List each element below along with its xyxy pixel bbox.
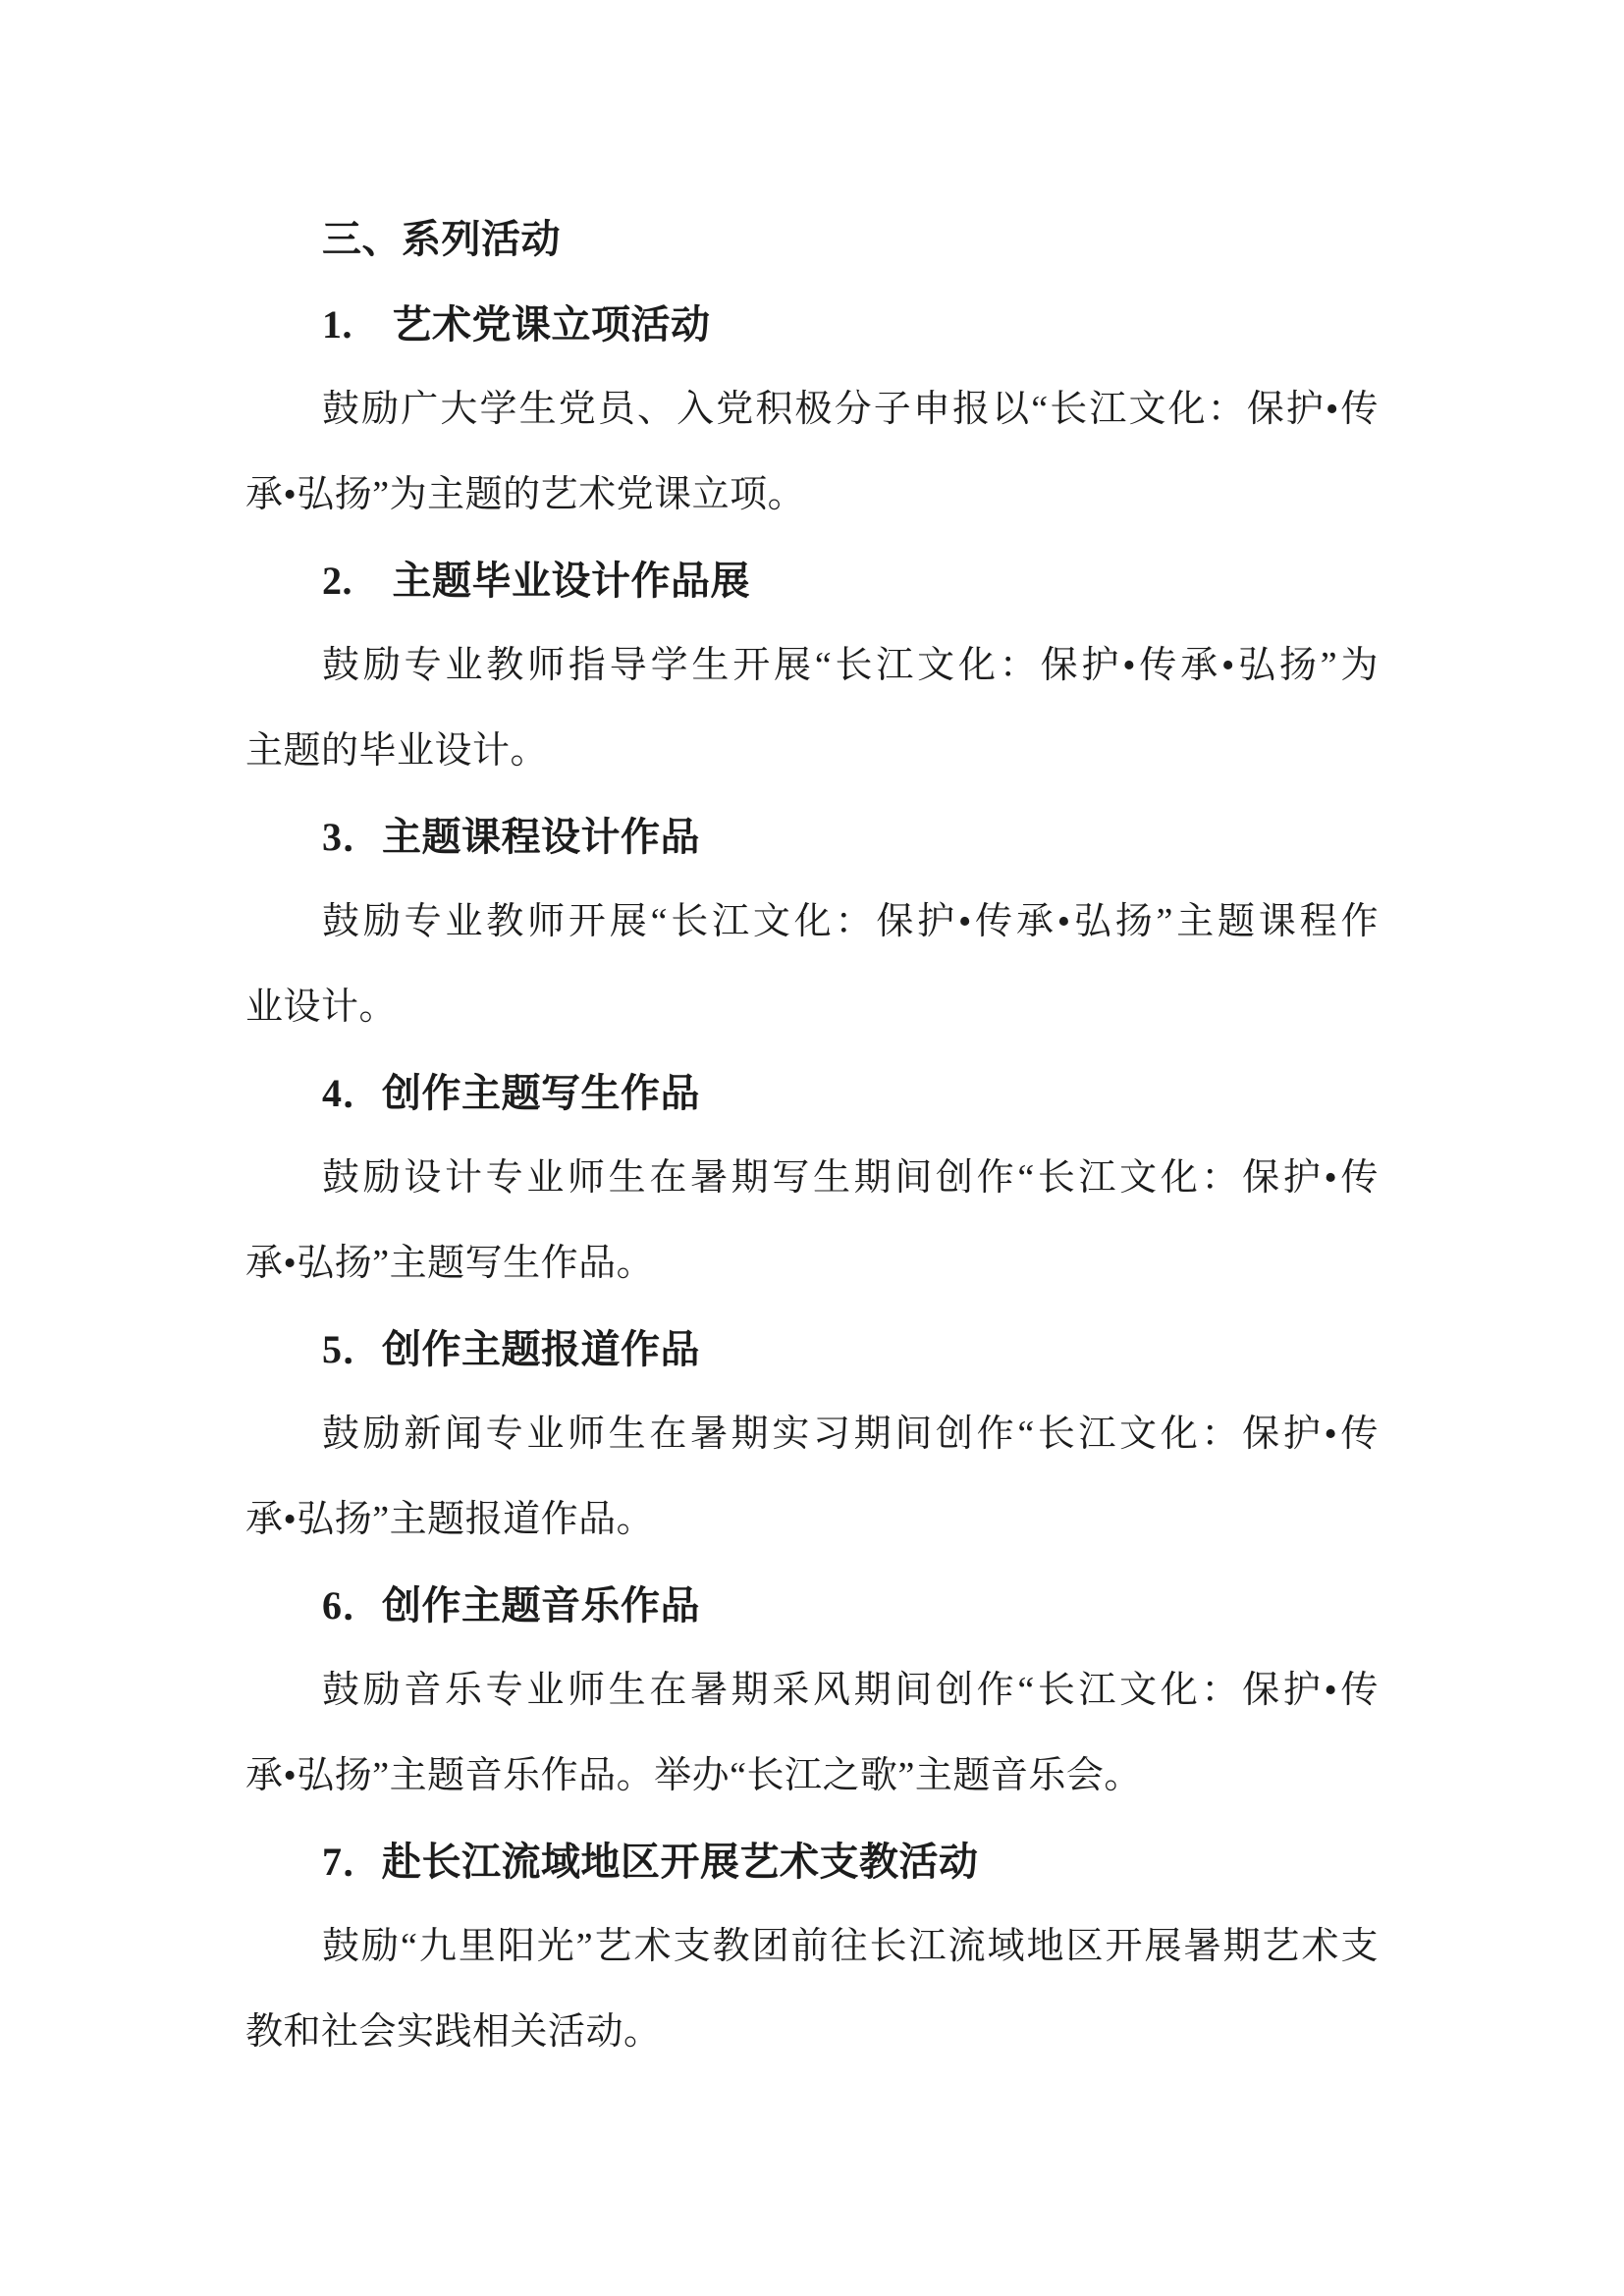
item-1-paragraph-line-1: 鼓励广大学生党员、入党积极分子申报以“长江文化：保护•传 (322, 389, 1379, 430)
item-3-paragraph-line-1: 鼓励专业教师开展“长江文化：保护•传承•弘扬”主题课程作 (322, 901, 1379, 942)
item-7-paragraph-line-2: 教和社会实践相关活动。 (245, 2011, 662, 2053)
section-heading: 三、系列活动 (322, 217, 561, 261)
item-6-heading: 6．创作主题音乐作品 (322, 1583, 700, 1628)
item-4-heading: 4．创作主题写生作品 (322, 1071, 700, 1115)
item-4-paragraph-line-1: 鼓励设计专业师生在暑期写生期间创作“长江文化：保护•传 (322, 1157, 1379, 1199)
item-4-paragraph-line-2: 承•弘扬”主题写生作品。 (245, 1243, 655, 1284)
item-2-paragraph-line-2: 主题的毕业设计。 (245, 730, 549, 772)
item-5-heading: 5．创作主题报道作品 (322, 1327, 700, 1371)
item-6-paragraph-line-2: 承•弘扬”主题音乐作品。举办“长江之歌”主题音乐会。 (245, 1755, 1142, 1796)
item-7-paragraph-line-1: 鼓励“九里阳光”艺术支教团前往长江流域地区开展暑期艺术支 (322, 1926, 1379, 1967)
item-1-heading: 1. 艺术党课立项活动 (322, 302, 711, 347)
item-5-paragraph-line-2: 承•弘扬”主题报道作品。 (245, 1499, 655, 1540)
item-7-heading: 7．赴长江流域地区开展艺术支教活动 (322, 1840, 979, 1884)
item-6-paragraph-line-1: 鼓励音乐专业师生在暑期采风期间创作“长江文化：保护•传 (322, 1670, 1379, 1711)
item-3-heading: 3．主题课程设计作品 (322, 815, 700, 859)
item-5-paragraph-line-1: 鼓励新闻专业师生在暑期实习期间创作“长江文化：保护•传 (322, 1414, 1379, 1455)
item-2-paragraph-line-1: 鼓励专业教师指导学生开展“长江文化：保护•传承•弘扬”为 (322, 645, 1379, 686)
item-1-paragraph-line-2: 承•弘扬”为主题的艺术党课立项。 (245, 474, 806, 515)
item-3-paragraph-line-2: 业设计。 (245, 987, 398, 1028)
item-2-heading: 2. 主题毕业设计作品展 (322, 559, 750, 603)
